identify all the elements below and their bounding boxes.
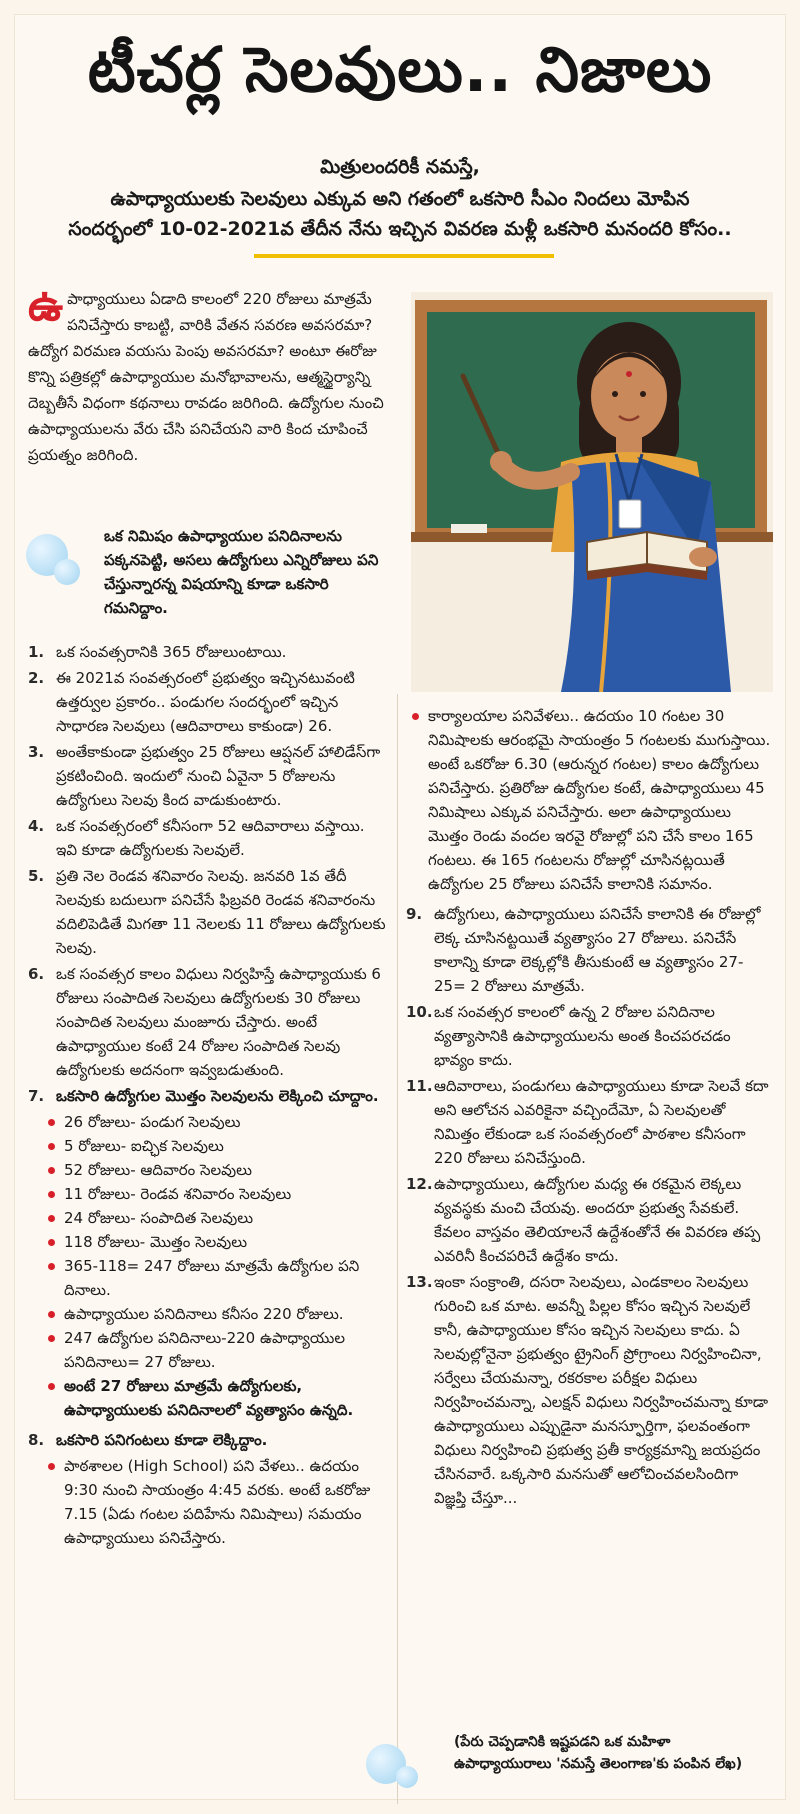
right-column [406, 704, 772, 1512]
point-item: 8. ఒకసారి పనిగంటలు కూడా లెక్కిద్దాం. [28, 1431, 268, 1449]
point-item: 5. ప్రతి నెల రెండవ శనివారం సెలవు. జనవరి 1వ తేదీ సెలవుకు బదులుగా పనిచేసే ఫిబ్రవరి రెండవ శనివారంను వదిలిపెడితే మిగతా 11 నెలలకు 11 రోజులు ఉద్యోగులకు సెలవు. [28, 867, 386, 957]
point-item: 11. ఆదివారాలు, పండుగలు ఉపాధ్యాయులు కూడా సెలవే కదా అని ఆలోచన ఎవరికైనా వచ్చిందేమో, ఏ సెలవులతో నిమిత్తం లేకుండా ఒక సంవత్సరంలో పాఠశాల కనీసంగా 220 రోజులు పనిచేస్తుంది. [406, 1077, 769, 1167]
intro-paragraph [28, 280, 388, 468]
point-item: 13. ఇంకా సంక్రాంతి, దసరా సెలవులు, ఎండకాలం సెలవులు గురించి ఒక మాట. అవన్నీ పిల్లల కోసం ఇచ్చిన సెలవులే కానీ, ఉపాధ్యాయుల కోసం ఇచ్చిన సెలవులు కాదు. ఏ సెలవుల్లోనైనా ప్రభుత్వం ట్రైనింగ్ ప్రోగ్రాంలు నిర్వహించినా, సర్వేలు చేయమన్నా, రకరకాల పరీక్షల విధులు నిర్వహించమన్నా, ఎలక్షన్ విధులు నిర్వహించమన్నా కూడా ఉపాధ్యాయులు ఎప్పుడైనా మనస్ఫూర్తిగా, ఫలవంతంగా విధులు నిర్వహించి ప్రభుత్వ ప్రతీ కార్యక్రమాన్ని జయప్రదం చేసినవారే. ఒక్కసారి మనసుతో ఆలోచించవలసిందిగా విజ్ఞప్తి చేస్తూ... [406, 1273, 769, 1507]
leave-item: ఉపాధ్యాయుల పనిదినాలు కనీసం 220 రోజులు. [42, 1302, 388, 1326]
subheading-line-2: ఉపాధ్యాయులకు సెలవులు ఎక్కువ అని గతంలో ఒకసారి సీఎం నిందలు మోపిన [110, 188, 690, 210]
gold-rule-divider [254, 254, 554, 258]
teacher-illustration [411, 292, 773, 692]
point-item: 4. ఒక సంవత్సరంలో కనీసంగా 52 ఆదివారాలు వస్తాయి. ఇవి కూడా ఉద్యోగులకు సెలవులే. [28, 817, 365, 859]
point-item: 2. ఈ 2021వ సంవత్సరంలో ప్రభుత్వం ఇచ్చినటువంటి ఉత్తర్వుల ప్రకారం.. పండుగల సందర్భంలో ఇచ్చిన సాధారణ సెలవులు (ఆదివారాలు కాకుండా) 26. [28, 669, 355, 735]
leave-item: అంటే 27 రోజులు మాత్రమే ఉద్యోగులకు, ఉపాధ్యాయులకు పనిదినాలలో వ్యత్యాసం ఉన్నది. [42, 1374, 388, 1422]
leave-item: 118 రోజులు- మొత్తం సెలవులు [42, 1230, 388, 1254]
leave-item: 247 ఉద్యోగుల పనిదినాలు-220 ఉపాధ్యాయుల పనిదినాలు= 27 రోజులు. [42, 1326, 388, 1374]
subheading-line-3: సందర్భంలో 10-02-2021వ తేదీన నేను ఇచ్చిన వివరణ మళ్లీ ఒకసారి మనందరి కోసం.. [68, 218, 732, 240]
leave-breakdown-list [28, 1110, 388, 1422]
bubble-decoration-icon [54, 559, 80, 585]
leave-item: 365-118= 247 రోజులు మాత్రమే ఉద్యోగుల పని దినాలు. [42, 1254, 388, 1302]
point-item: 1. ఒక సంవత్సరానికి 365 రోజులుంటాయి. [28, 643, 287, 661]
leave-item: 5 రోజులు- ఐచ్ఛిక సెలవులు [42, 1134, 388, 1158]
drop-cap: ఉ [28, 280, 64, 331]
leave-item: 52 రోజులు- ఆదివారం సెలవులు [42, 1158, 388, 1182]
points-list-right [406, 902, 772, 1510]
point-item: 12. ఉపాధ్యాయులు, ఉద్యోగుల మధ్య ఈ రకమైన లెక్కలు వ్యవస్థకు మంచి చేయవు. అందరూ ప్రభుత్వ సేవకులే. కేవలం వాస్తవం తెలియాలనే ఉద్దేశంతోనే ఈ వివరణ తప్ప ఎవరినీ కించపరిచే ఉద్దేశం కాదు. [406, 1175, 761, 1265]
bubble-decoration-icon [396, 1766, 418, 1788]
teacher-at-chalkboard-icon [411, 292, 773, 692]
callout-box: ఒక నిమిషం ఉపాధ్యాయుల పనిదినాలను పక్కనపెట్టి, అసలు ఉద్యోగులు ఎన్నిరోజులు పని చేస్తున్నారన్న విషయాన్ని కూడా ఒకసారి గమనిద్దాం. [104, 527, 379, 617]
leave-item: 24 రోజులు- సంపాదిత సెలవులు [42, 1206, 388, 1230]
leave-item: 11 రోజులు- రెండవ శనివారం సెలవులు [42, 1182, 388, 1206]
point-item: 3. అంతేకాకుండా ప్రభుత్వం 25 రోజులు ఆప్షనల్ హాలిడేస్‌గా ప్రకటించింది. ఇందులో నుంచి ఏవైనా 5 రోజులను ఉద్యోగులు సెలవు కింద వాడుకుంటారు. [28, 743, 381, 809]
newspaper-page [14, 14, 786, 1800]
point-item: 9. ఉద్యోగులు, ఉపాధ్యాయులు పనిచేసే కాలానికి ఈ రోజుల్లో లెక్క చూసినట్టయితే వ్యత్యాసం 27 రోజులు. పనిచేసే కాలాన్ని కూడా లెక్కల్లోకి తీసుకుంటే ఆ వ్యత్యాసం 27-25= 2 రోజులు మాత్రమే. [406, 905, 761, 995]
office-hours-item: కార్యాలయాల పనివేళలు.. ఉదయం 10 గంటల 30 నిమిషాలకు ఆరంభమై సాయంత్రం 5 గంటలకు ముగుస్తాయి. అంటే ఒకరోజు 6.30 (ఆరున్నర గంటల) కాలం ఉద్యోగులు పనిచేస్తారు. ప్రతిరోజు ఉద్యోగుల కంటే, ఉపాధ్యాయులు 45 నిమిషాలు ఎక్కువ పనిచేస్తారు. అలా ఉపాధ్యాయులు మొత్తం రెండు వందల ఇరవై రోజుల్లో పని చేసే కాలం 165 గంటలు. ఈ 165 గంటలను రోజుల్లో చూసినట్లయితే ఉద్యోగుల 25 రోజులు పనిచేసే కాలానికి సమానం. [406, 704, 772, 896]
left-column [28, 640, 388, 1550]
column-divider [397, 694, 398, 1804]
leave-item: 26 రోజులు- పండుగ సెలవులు [42, 1110, 388, 1134]
point-item: 7. ఒకసారి ఉద్యోగుల మొత్తం సెలవులను లెక్కించి చూద్దాం. [28, 1087, 379, 1105]
headline: టీచర్ల సెలవులు.. నిజాలు [87, 33, 713, 106]
school-hours-item: పాఠశాలల (High School) పని వేళలు.. ఉదయం 9:30 నుంచి సాయంత్రం 4:45 వరకు. అంటే ఒకరోజు 7.15 (ఏడు గంటల పదిహేను నిమిషాలు) సమయం ఉపాధ్యాయులు పనిచేస్తారు. [42, 1454, 388, 1550]
school-hours-list [28, 1454, 388, 1550]
points-list-left [28, 640, 388, 1108]
letter-credit: (పేరు చెప్పడానికి ఇష్టపడని ఒక మహిళా ఉపాధ్యాయురాలు 'నమస్తే తెలంగాణ'కు పంపిన లేఖ) [454, 1734, 743, 1772]
point-item: 10. ఒక సంవత్సర కాలంలో ఉన్న 2 రోజుల పనిదినాల వ్యత్యాసానికి ఉపాధ్యాయులను అంత కించపరచడం భావ్యం కాదు. [406, 1003, 731, 1069]
point-item: 6. ఒక సంవత్సర కాలం విధులు నిర్వహిస్తే ఉపాధ్యాయుకు 6 రోజులు సంపాదిత సెలవులు ఉద్యోగులకు 30 రోజులు సంపాదిత సెలవులు మంజూరు చేస్తారు. అంటే ఉపాధ్యాయుల కంటే 24 రోజుల సంపాదిత సెలవు ఉద్యోగులకు అదనంగా ఇవ్వబడుతుంది. [28, 965, 381, 1079]
greeting: మిత్రులందరికీ నమస్తే, [320, 156, 480, 178]
intro-text: పాధ్యాయులు ఏడాది కాలంలో 220 రోజులు మాత్రమే పనిచేస్తారు కాబట్టి, వారికి వేతన సవరణ అవసరమా? ఉద్యోగ విరమణ వయసు పెంపు అవసరమా? అంటూ ఈరోజు కొన్ని పత్రికల్లో ఉపాధ్యాయుల మనోభావాలను, ఆత్మస్థైర్యాన్ని దెబ్బతీసే విధంగా కథనాలు రావడం జరిగింది. ఉద్యోగుల నుంచి ఉపాధ్యాయులను వేరు చేసి పనిచేయని వారి కింద చూపించే ప్రయత్నం జరిగింది. [28, 290, 384, 464]
